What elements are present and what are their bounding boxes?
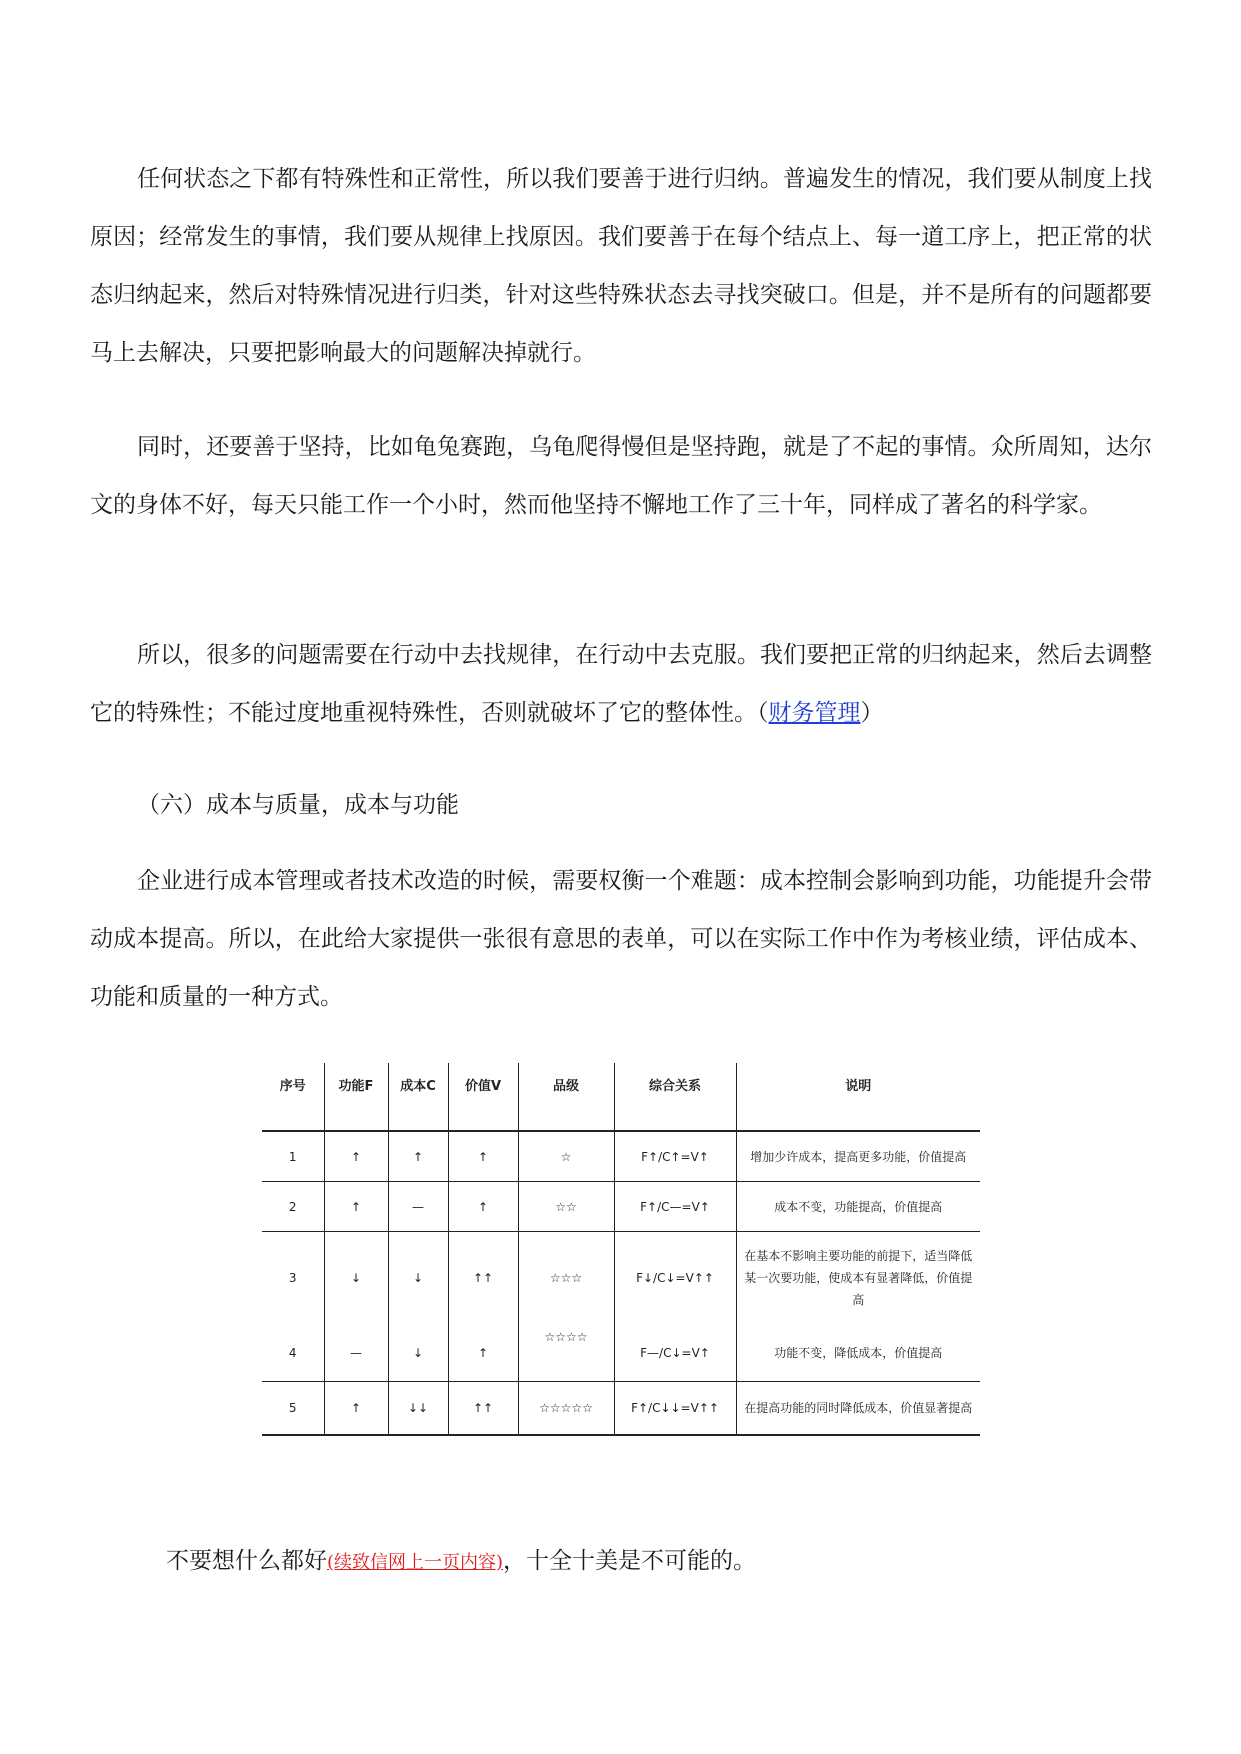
cell-relation: F↑/C↓↓=V↑↑ (614, 1382, 736, 1436)
header-grade: 品级 (518, 1063, 614, 1131)
cell-cost: ↓ (388, 1232, 448, 1325)
cell-description: 在提高功能的同时降低成本，价值显著提高 (736, 1382, 980, 1436)
cell-grade: ☆ (518, 1131, 614, 1182)
header-value: 价值V (448, 1063, 518, 1131)
cell-description: 功能不变，降低成本，价值提高 (736, 1324, 980, 1382)
cost-function-value-table (262, 1063, 980, 1436)
cell-grade: ☆☆ (518, 1182, 614, 1232)
cell-function: ↑ (324, 1382, 388, 1436)
cell-cost: — (388, 1182, 448, 1232)
paragraph-action-close: ） (860, 700, 884, 726)
cell-cost: ↓ (388, 1324, 448, 1382)
cell-description: 在基本不影响主要功能的前提下，适当降低某一次要功能，使成本有显著降低，价值提高 (744, 1249, 973, 1307)
cell-relation: F↑/C↑=V↑ (614, 1131, 736, 1182)
header-cost: 成本C (388, 1063, 448, 1131)
cell-grade: ☆☆☆☆☆ (518, 1382, 614, 1436)
cell-no: 2 (262, 1182, 324, 1232)
paragraph-cost-tradeoff: 企业进行成本管理或者技术改造的时候，需要权衡一个难题：成本控制会影响到功能，功能提升会带动成本提高。所以，在此给大家提供一张很有意思的表单，可以在实际工作中作为考核业绩，评估成本、功能和质量的一种方式。 (90, 868, 1152, 1010)
header-no: 序号 (262, 1063, 324, 1131)
table-row (262, 1324, 980, 1382)
cell-value: ↑↑ (448, 1232, 518, 1325)
paragraph-not-perfect (166, 1532, 1228, 1592)
header-relation: 综合关系 (614, 1063, 736, 1131)
cell-no: 4 (262, 1324, 324, 1382)
cell-value: ↑ (448, 1182, 518, 1232)
paragraph-persistence: 同时，还要善于坚持，比如龟兔赛跑，乌龟爬得慢但是坚持跑，就是了不起的事情。众所周知，达尔文的身体不好，每天只能工作一个小时，然而他坚持不懈地工作了三十年，同样成了著名的科学家。 (90, 434, 1152, 518)
cell-cost: ↓↓ (388, 1382, 448, 1436)
table-header-row (262, 1063, 980, 1131)
previous-page-link[interactable]: (续致信网上一页内容) (327, 1552, 504, 1573)
table-row (262, 1131, 980, 1182)
cell-value: ↑ (448, 1324, 518, 1382)
header-function: 功能F (324, 1063, 388, 1131)
paragraph-action-text: 所以，很多的问题需要在行动中去找规律，在行动中去克服。我们要把正常的归纳起来，然后去调整它的特殊性；不能过度地重视特殊性，否则就破坏了它的整体性。（ (90, 642, 1152, 726)
cell-grade: ☆☆☆ (518, 1232, 614, 1325)
cell-value: ↑ (448, 1131, 518, 1182)
cell-function: ↑ (324, 1182, 388, 1232)
cell-relation: F—/C↓=V↑ (614, 1324, 736, 1382)
finance-management-link[interactable]: 财务管理 (768, 700, 861, 726)
cell-function: ↓ (324, 1232, 388, 1325)
cell-function: ↑ (324, 1131, 388, 1182)
table-row (262, 1232, 980, 1325)
cell-description: 成本不变，功能提高，价值提高 (736, 1182, 980, 1232)
cell-cost: ↑ (388, 1131, 448, 1182)
header-description: 说明 (736, 1063, 980, 1131)
cell-grade: ☆☆☆☆ (518, 1324, 614, 1382)
table-row (262, 1182, 980, 1232)
paragraph-not-perfect-after: ，十全十美是不可能的。 (503, 1548, 757, 1574)
paragraph-action (90, 626, 1152, 742)
paragraph-not-perfect-text: 不要想什么都好 (166, 1548, 327, 1574)
cell-description: 增加少许成本，提高更多功能，价值提高 (736, 1131, 980, 1182)
table-row (262, 1382, 980, 1436)
cell-no: 3 (262, 1232, 324, 1325)
cell-value: ↑↑ (448, 1382, 518, 1436)
cell-relation: F↑/C—=V↑ (614, 1182, 736, 1232)
cell-no: 5 (262, 1382, 324, 1436)
paragraph-normality: 任何状态之下都有特殊性和正常性，所以我们要善于进行归纳。普遍发生的情况，我们要从制度上找原因；经常发生的事情，我们要从规律上找原因。我们要善于在每个结点上、每一道工序上，把正常的状态归纳起来，然后对特殊情况进行归类，针对这些特殊状态去寻找突破口。但是，并不是所有的问题都要马上去解决，只要把影响最大的问题解决掉就行。 (90, 166, 1152, 366)
section-heading-cost-quality: （六）成本与质量，成本与功能 (137, 792, 459, 818)
cell-no: 1 (262, 1131, 324, 1182)
cell-function: — (324, 1324, 388, 1382)
cell-relation: F↓/C↓=V↑↑ (614, 1232, 736, 1325)
